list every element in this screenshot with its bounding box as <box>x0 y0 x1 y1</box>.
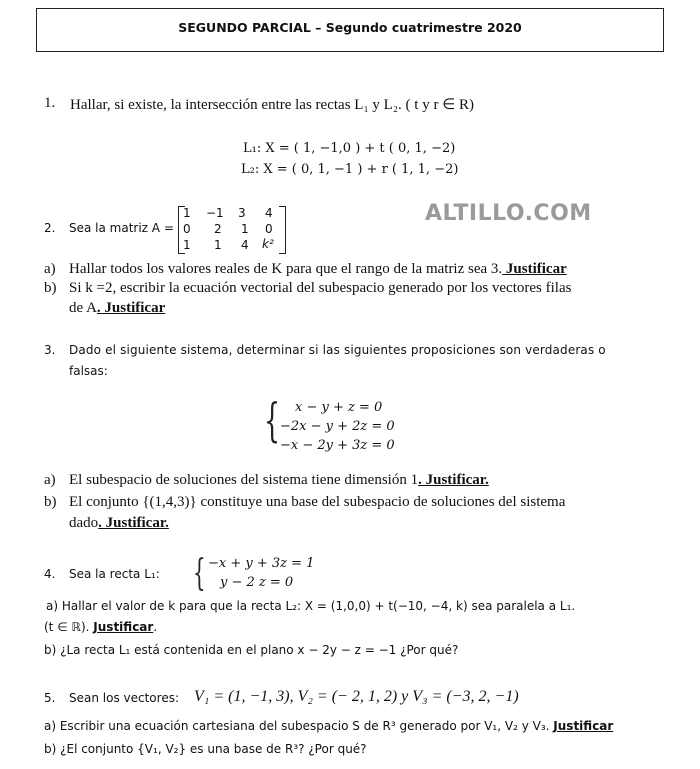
q2-number: 2. <box>44 221 56 235</box>
matrix-cell: 1 <box>214 238 222 252</box>
q3b-justify: . Justificar. <box>98 515 169 531</box>
q3-number: 3. <box>44 343 56 357</box>
matrix-cell: 0 <box>265 222 273 236</box>
header-box <box>36 8 664 52</box>
q1-line1-equation: L₁: X = ( 1, −1,0 ) + t ( 0, 1, −2) <box>243 141 456 156</box>
q4-intro: Sea la recta L₁: <box>69 567 160 581</box>
q1-text: Hallar, si existe, la intersección entre las rectas L₁ y L₂. ( t y r ∈ R) <box>70 97 475 113</box>
q2b-label: b) <box>44 280 57 296</box>
q5-vectors: V₁ = (1, −1, 3), V₂ = (− 2, 1, 2) y V₃ = (−3, 2, −1) <box>194 688 519 705</box>
q4-system-eq1: −x + y + 3z = 1 <box>208 556 315 571</box>
q3-system-eq1: x − y + z = 0 <box>295 400 383 415</box>
q5a-justify: Justificar <box>553 719 614 733</box>
q2a-item <box>69 261 567 278</box>
q3-system-eq3: −x − 2y + 3z = 0 <box>280 438 395 453</box>
q2a-label: a) <box>44 261 56 277</box>
matrix-cell: 1 <box>241 222 249 236</box>
q5a-item <box>44 719 613 733</box>
q3a-label: a) <box>44 472 56 488</box>
q2a-justify: Justificar <box>502 261 567 277</box>
q4a-justify: Justificar <box>93 620 154 634</box>
q3-system-eq2: −2x − y + 2z = 0 <box>280 419 395 434</box>
q3-text-line1: Dado el siguiente sistema, determinar si las siguientes proposiciones son verdaderas o <box>69 343 606 357</box>
q3b-text-line1: El conjunto {(1,4,3)} constituye una base del subespacio de soluciones del sistema <box>69 494 566 510</box>
matrix-cell: 1 <box>183 206 191 220</box>
matrix-cell: 1 <box>183 238 191 252</box>
q4-number: 4. <box>44 567 56 581</box>
q3b-text-line2: dado <box>69 515 99 531</box>
matrix-cell: 2 <box>214 222 222 236</box>
q4-system-brace: { <box>193 553 206 594</box>
q4b-text: b) ¿La recta L₁ está contenida en el plano x − 2y − z = −1 ¿Por qué? <box>44 643 459 657</box>
matrix-cell: 4 <box>265 206 273 220</box>
matrix-cell: 4 <box>241 238 249 252</box>
matrix-cell: 3 <box>238 206 246 220</box>
q1-number: 1. <box>44 95 56 111</box>
q2b-justify: . Justificar <box>96 300 166 316</box>
q5b-text: b) ¿El conjunto {V₁, V₂} es una base de R³? ¿Por qué? <box>44 742 367 756</box>
q1-line2-equation: L₂: X = ( 0, 1, −1 ) + r ( 1, 1, −2) <box>241 162 459 177</box>
matrix-cell: 0 <box>183 222 191 236</box>
watermark-logo: ALTILLO.COM <box>425 201 592 226</box>
matrix-cell: k² <box>262 237 274 251</box>
q4a-text-line2: (t ∈ ℝ). <box>44 620 90 634</box>
q3b-label: b) <box>44 494 57 510</box>
q2b-text-line2: de A <box>69 300 97 316</box>
matrix-a <box>178 206 286 254</box>
q2-intro: Sea la matriz A = <box>69 221 174 235</box>
q5-intro: Sean los vectores: <box>69 691 179 705</box>
q3a-text: El subespacio de soluciones del sistema tiene dimensión 1 <box>69 472 419 488</box>
matrix-cell: −1 <box>206 206 224 220</box>
q4a-text-line1: a) Hallar el valor de k para que la recta L₂: X = (1,0,0) + t(−10, −4, k) sea paralela a L₁. <box>46 599 576 613</box>
q5a-text: a) Escribir una ecuación cartesiana del subespacio S de R³ generado por V₁, V₂ y V₃. <box>44 719 550 733</box>
q3a-item <box>69 472 489 489</box>
exam-title: SEGUNDO PARCIAL – Segundo cuatrimestre 2020 <box>178 20 522 35</box>
q2b-item <box>69 300 165 317</box>
q2a-text: Hallar todos los valores reales de K para que el rango de la matriz sea 3. <box>69 261 503 277</box>
q2b-text-line1: Si k =2, escribir la ecuación vectorial del subespacio generado por los vectores filas <box>69 280 572 296</box>
q4a-item: (t ∈ ℝ). Justificar. <box>44 620 158 634</box>
q3-text-line2: falsas: <box>69 364 108 378</box>
q3b-item <box>69 515 169 532</box>
q4-system-eq2: y − 2 z = 0 <box>220 575 294 590</box>
q3-system-brace: { <box>264 393 281 447</box>
matrix-right-bracket <box>279 206 286 254</box>
q5-number: 5. <box>44 691 56 705</box>
q3a-justify: . Justificar. <box>418 472 489 488</box>
